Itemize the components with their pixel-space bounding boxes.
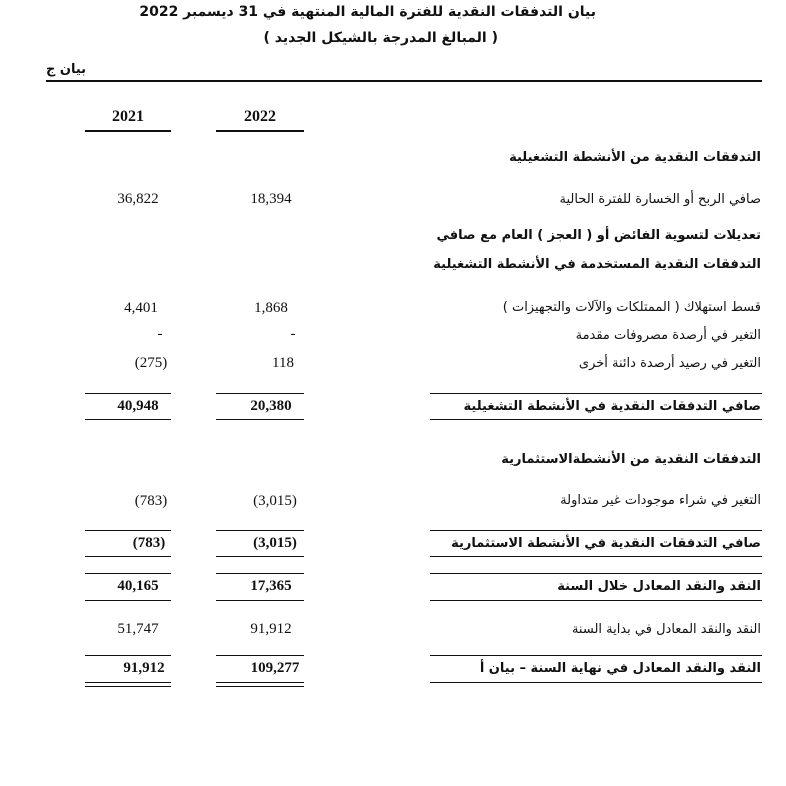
- cash-during-label-underline: [430, 600, 762, 601]
- cash-ending-rule-2022: [216, 655, 304, 656]
- operating-net-2022: 20,380: [250, 398, 292, 414]
- cash-beginning-2021: 51,747: [117, 621, 159, 637]
- purchase-2021: (783): [134, 493, 168, 509]
- prepaid-label: التغير في أرصدة مصروفات مقدمة: [575, 328, 761, 343]
- adjustments-heading-line2: التدفقات النقدية المستخدمة في الأنشطة التشغيلية: [433, 257, 761, 272]
- operating-net-label-underline: [430, 419, 762, 420]
- cash-ending-rule-2021: [85, 655, 171, 656]
- depreciation-2022: 1,868: [254, 300, 288, 316]
- cash-during-2022: 17,365: [250, 578, 292, 594]
- adjustments-heading-line1: تعديلات لتسوية الفائض أو ( العجز ) العام مع صافي: [436, 228, 761, 243]
- investing-net-2022: (3,015): [253, 535, 297, 551]
- other-credit-2022: 118: [272, 355, 294, 371]
- investing-net-2021: (783): [132, 535, 166, 551]
- operating-net-rule-2022: [216, 393, 304, 394]
- cash-during-rule-2021: [85, 573, 171, 574]
- cash-ending-double-underline-2021: [85, 686, 171, 687]
- other-credit-2021: (275): [134, 355, 168, 371]
- investing-net-underline-2022: [216, 556, 304, 557]
- operating-heading: التدفقات النقدية من الأنشطة التشغيلية: [509, 150, 761, 165]
- cash-beginning-2022: 91,912: [250, 621, 292, 637]
- header-rule: [46, 80, 762, 82]
- operating-net-underline-2022: [216, 419, 304, 420]
- cash-during-underline-2022: [216, 600, 304, 601]
- operating-net-label: صافي التدفقات النقدية في الأنشطة التشغيلية: [463, 399, 761, 414]
- purchase-label: التغير في شراء موجودات غير متداولة: [560, 493, 761, 508]
- prepaid-2021: -: [157, 326, 163, 342]
- statement-label: بيان ج: [46, 62, 87, 77]
- investing-heading: التدفقات النقدية من الأنشطةالاستثمارية: [501, 452, 761, 467]
- cash-beginning-label: النقد والنقد المعادل في بداية السنة: [571, 622, 761, 637]
- operating-net-label-rule: [430, 393, 762, 394]
- column-header-2021: 2021: [112, 108, 144, 125]
- column-rule-2022: [216, 130, 304, 132]
- column-header-2022: 2022: [244, 108, 276, 125]
- cash-ending-2022: 109,277: [250, 660, 300, 676]
- cash-ending-2021: 91,912: [123, 660, 165, 676]
- investing-net-rule-2021: [85, 530, 171, 531]
- other-credit-label: التغير في رصيد أرصدة دائنة أخرى: [578, 356, 761, 371]
- investing-net-underline-2021: [85, 556, 171, 557]
- depreciation-2021: 4,401: [124, 300, 158, 316]
- cash-ending-underline-2022: [216, 682, 304, 683]
- prepaid-2022: -: [290, 326, 296, 342]
- cash-during-2021: 40,165: [117, 578, 159, 594]
- investing-net-label: صافي التدفقات النقدية في الأنشطة الاستثمارية: [451, 536, 761, 551]
- depreciation-label: قسط استهلاك ( الممتلكات والآلات والتجهيزات ): [502, 300, 761, 315]
- operating-net-rule-2021: [85, 393, 171, 394]
- cash-during-underline-2021: [85, 600, 171, 601]
- net-profit-2021: 36,822: [117, 191, 159, 207]
- investing-net-label-rule: [430, 530, 762, 531]
- operating-net-2021: 40,948: [117, 398, 159, 414]
- investing-net-label-underline: [430, 556, 762, 557]
- cash-during-label-rule: [430, 573, 762, 574]
- purchase-2022: (3,015): [253, 493, 297, 509]
- statement-title: بيان التدفقات النقدية للفترة المالية المنتهية في 31 ديسمبر 2022: [139, 4, 596, 20]
- cash-ending-label-rule: [430, 655, 762, 656]
- net-profit-2022: 18,394: [250, 191, 292, 207]
- cash-during-rule-2022: [216, 573, 304, 574]
- cash-ending-underline-2021: [85, 682, 171, 683]
- statement-subtitle: ( المبالغ المدرجة بالشيكل الجديد ): [263, 30, 498, 46]
- investing-net-rule-2022: [216, 530, 304, 531]
- net-profit-label: صافي الربح أو الخسارة للفترة الحالية: [559, 192, 761, 207]
- cash-ending-label: النقد والنقد المعادل في نهاية السنة – بيان أ: [479, 661, 761, 676]
- operating-net-underline-2021: [85, 419, 171, 420]
- cash-ending-double-underline-2022: [216, 686, 304, 687]
- cash-ending-label-underline: [430, 682, 762, 683]
- cash-during-label: النقد والنقد المعادل خلال السنة: [557, 579, 761, 594]
- column-rule-2021: [85, 130, 171, 132]
